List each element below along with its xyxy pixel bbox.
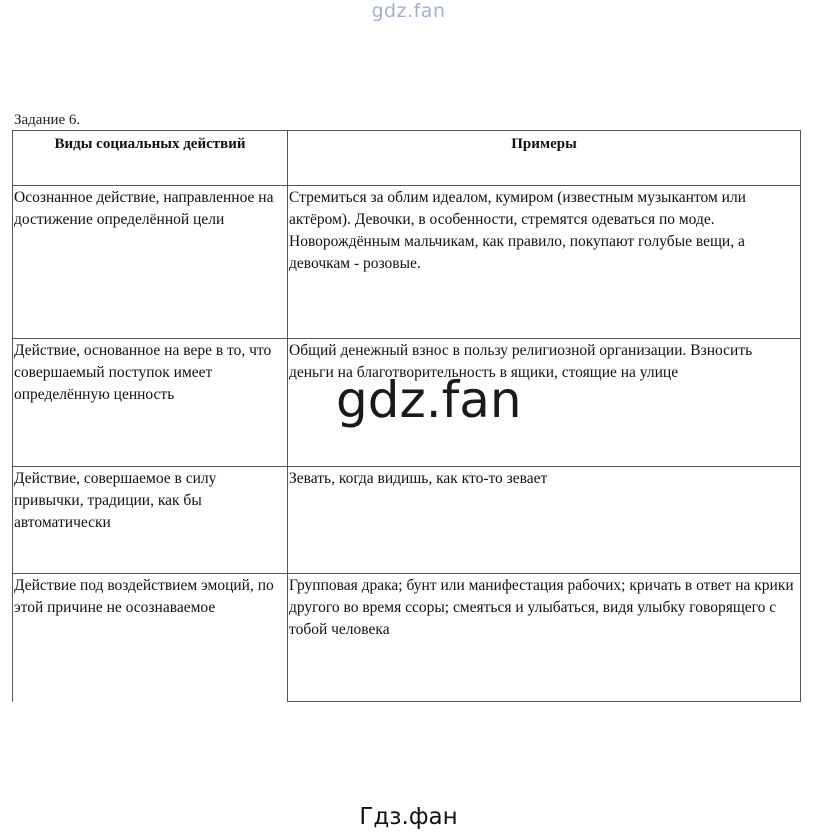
table-border-bottom <box>288 701 801 702</box>
table-header-types: Виды социальных действий <box>54 136 246 152</box>
table-row-divider <box>12 466 801 467</box>
table-header-examples: Примеры <box>511 136 577 152</box>
table-border-left <box>12 130 13 702</box>
table-row-divider <box>12 185 801 186</box>
table-cell-example: Общий денежный взнос в пользу религиозной организации. Взносить деньги на благотворительность в ящики, стоящие на улице <box>289 342 753 381</box>
watermark-top: gdz.fan <box>371 0 446 22</box>
table-cell-example: Зевать, когда видишь, как кто-то зевает <box>289 470 548 487</box>
watermark-bottom: Гдз.фан <box>359 804 458 830</box>
task-title: Задание 6. <box>14 112 81 128</box>
table-row-divider <box>12 338 801 339</box>
table-border-right <box>800 130 801 702</box>
watermark-center: gdz.fan <box>336 371 522 429</box>
table-cell-example: Стремиться за облим идеалом, кумиром (известным музыкантом или актёром). Девочки, в особенности, стремятся одеваться по моде. Новорождённым мальчикам, как правило, покупают голубые вещи, а девочкам - розовые. <box>289 189 746 272</box>
table-cell-type: Осознанное действие, направленное на достижение определённой цели <box>14 189 274 228</box>
table-cell-type: Действие, основанное на вере в то, что совершаемый поступок имеет определённую ценность <box>14 342 272 403</box>
table-row-divider <box>12 573 801 574</box>
table-column-divider <box>287 130 288 702</box>
table-cell-type: Действие под воздействием эмоций, по этой причине не осознаваемое <box>14 577 274 616</box>
table-border-top <box>12 130 801 131</box>
table-cell-example: Групповая драка; бунт или манифестация рабочих; кричать в ответ на крики другого во время ссоры; смеяться и улыбаться, видя улыбку говорящего с тобой человека <box>289 577 794 638</box>
table-cell-type: Действие, совершаемое в силу привычки, традиции, как бы автоматически <box>14 470 217 531</box>
